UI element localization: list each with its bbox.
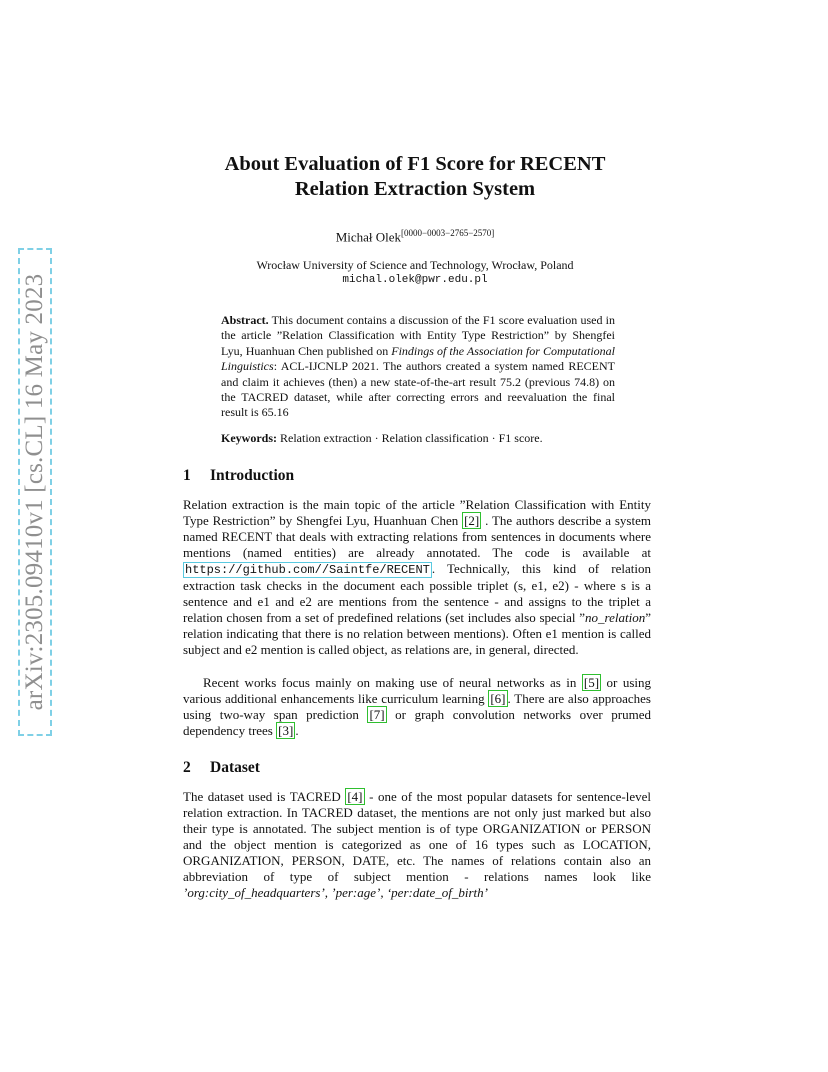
orcid[interactable]: [0000−0003−2765−2570] — [401, 228, 495, 238]
abstract — [221, 313, 615, 421]
abstract-text-2: : ACL-IJCNLP 2021. The authors created a system named RECENT and claim it achieves (then) a new state-of-the-art result 75.2 (previous 74.8) on the TACRED dataset, while after correcting errors and reevaluation the final result is 65.16 — [221, 359, 615, 420]
citation-number: 6 — [494, 691, 502, 706]
abstract-text-1: This document contains a discussion of the F1 score evaluation used in the article ”Relation Classification with Entity Type Restriction” by Shengfei Lyu, Huanhuan Chen published on — [221, 313, 615, 358]
code-url-link[interactable]: https://github.com//Saintfe/RECENT — [185, 563, 430, 577]
author-email[interactable]: michal.olek@pwr.edu.pl — [342, 274, 488, 286]
abstract-label: Abstract. — [221, 313, 269, 327]
section-number: 1 — [183, 467, 191, 484]
citation-number: 7 — [373, 707, 381, 722]
text-run: . The authors describe a system named RECENT that deals with extracting relations from sentences in documents where mentions (named entities) are already annotated. The code is available at — [183, 513, 651, 560]
citation-link[interactable]: [7] — [369, 707, 385, 722]
keywords-label: Keywords: — [221, 431, 277, 445]
affiliation-block — [150, 258, 680, 288]
author-name: Michał Olek — [335, 229, 402, 245]
dataset-paragraph-1 — [183, 789, 651, 901]
text-run: or using various additional enhancements like curriculum learning — [183, 675, 651, 706]
citation-number: 4 — [351, 789, 359, 804]
text-run: . — [295, 723, 299, 738]
text-run: . There are also approaches using two-way span prediction — [183, 691, 651, 722]
citation-number: 2 — [468, 513, 475, 528]
section-heading-introduction — [183, 467, 294, 485]
arxiv-id: arXiv:2305.09410v1 [cs.CL] 16 May 2023 — [21, 273, 48, 711]
citation-link[interactable]: [2] — [464, 513, 480, 528]
text-run: The dataset used is TACRED — [183, 789, 346, 804]
section-number: 2 — [183, 759, 191, 776]
intro-paragraph-2 — [183, 675, 651, 739]
author-line — [150, 228, 680, 245]
keywords-text: Relation extraction · Relation classification · F1 score. — [277, 431, 543, 445]
section-title: Introduction — [210, 467, 295, 484]
title-line-1: About Evaluation of F1 Score for RECENT — [224, 153, 606, 175]
intro-paragraph-1 — [183, 497, 651, 658]
section-heading-dataset — [183, 759, 260, 777]
text-run: Relation extraction is the main topic of the article ”Relation Classification with Entity Type Restriction” by Shengfei Lyu, Huanhuan Chen — [183, 497, 651, 528]
text-run: . Technically, this kind of relation extraction task checks in the document each possible triplet (s, e1, e2) - where s is a sentence and e1 and e2 are mentions from the sentence - and assigns to the triplet a relation chosen from a set of predefined relations (set includes also special ” — [183, 561, 651, 625]
keywords — [221, 431, 615, 446]
citation-number: 5 — [588, 675, 595, 690]
text-run: - one of the most popular datasets for sentence-level relation extraction. In TACRED dataset, the mentions are not only just marked but also their type is annotated. The subject mention is of type ORGANIZATION or PERSON and the object mention is categorized as one of 16 types such as LOCATION, ORGANIZATION, PERSON, DATE, etc. The names of relations contain also an abbreviation of type of subject mention - relations names look like — [183, 789, 651, 884]
citation-number: 3 — [282, 723, 289, 738]
arxiv-stamp[interactable] — [18, 248, 52, 736]
affiliation: Wrocław University of Science and Technology, Wrocław, Poland — [256, 258, 574, 272]
citation-link[interactable]: [3] — [278, 723, 294, 738]
citation-link[interactable]: [5] — [583, 675, 600, 690]
citation-link[interactable]: [4] — [347, 789, 363, 804]
text-run: ” relation indicating that there is no relation between mentions). Often e1 mention is called subject and e2 mention is called object, as relations are, in general, directed. — [183, 610, 651, 657]
relation-name-examples: ’org:city_of_headquarters’, ’per:age’, ‘per:date_of_birth’ — [183, 885, 488, 900]
no-relation-term: no_relation — [585, 610, 646, 625]
citation-link[interactable]: [6] — [490, 691, 506, 706]
abstract-venue: Findings of the Association for Computational Linguistics — [221, 343, 616, 374]
paper-title — [150, 152, 680, 202]
text-run: or graph convolution networks over prumed dependency trees — [183, 707, 651, 738]
title-line-2: Relation Extraction System — [294, 178, 536, 200]
section-title: Dataset — [210, 759, 260, 776]
text-run: Recent works focus mainly on making use of neural networks as in — [203, 675, 582, 690]
